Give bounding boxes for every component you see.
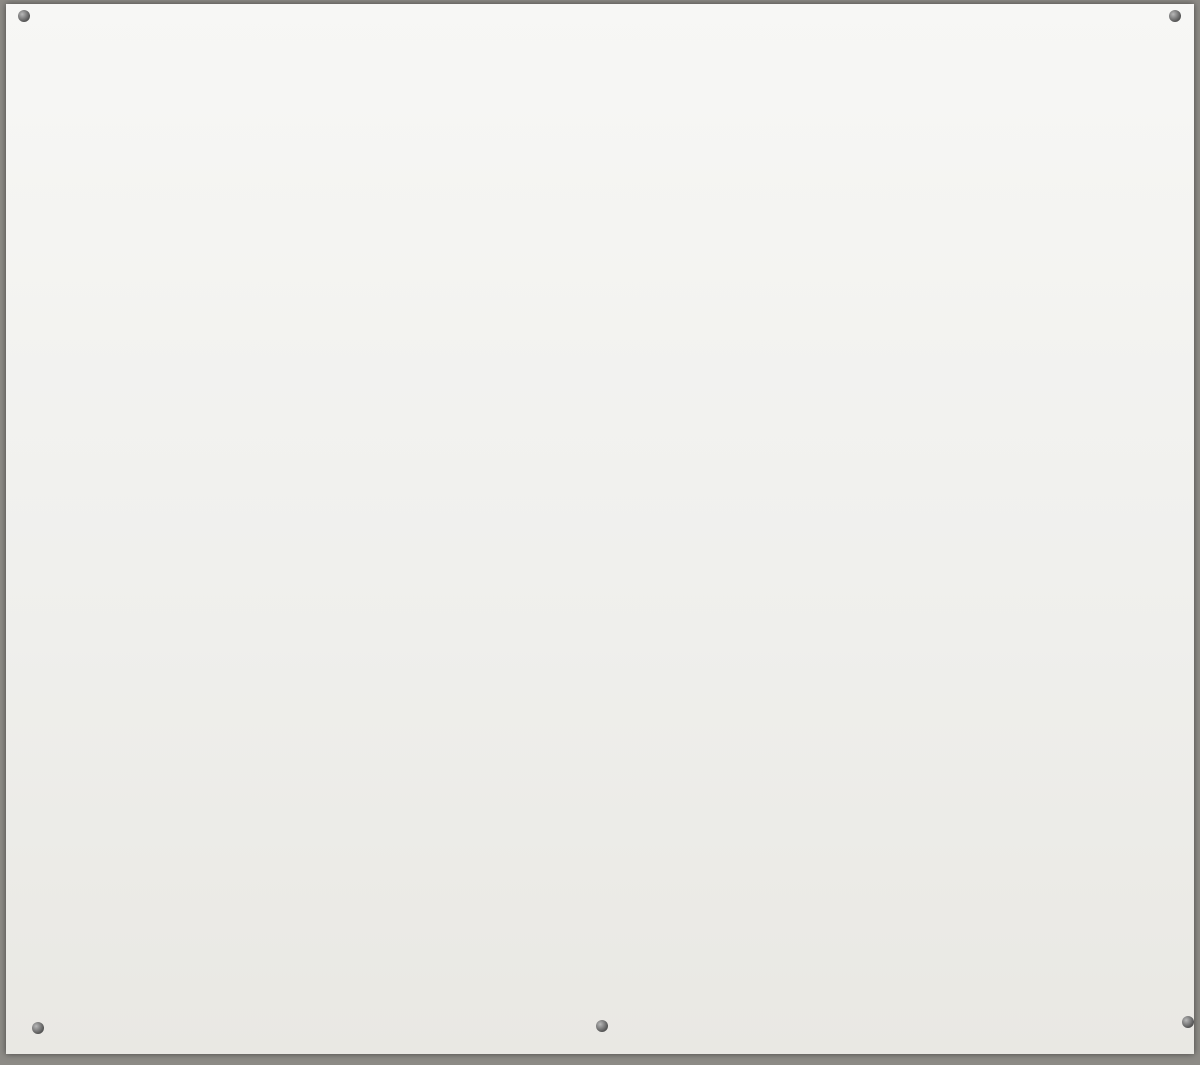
- pin: [18, 10, 30, 22]
- menu-board: [6, 4, 1194, 1054]
- pin: [596, 1020, 608, 1032]
- pin: [1182, 1016, 1194, 1028]
- pin: [1169, 10, 1181, 22]
- pin: [32, 1022, 44, 1034]
